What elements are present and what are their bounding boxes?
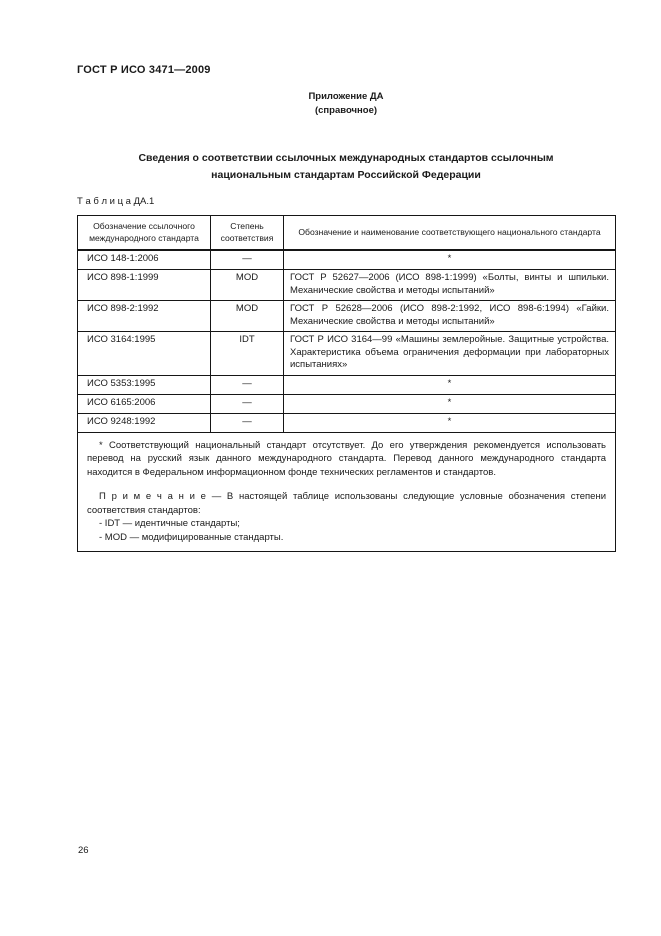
table-footnote-row [78, 432, 616, 552]
cell-degree: — [211, 413, 284, 432]
page-content [77, 0, 615, 552]
cell-intl-standard: ИСО 9248:1992 [78, 413, 211, 432]
cell-national-standard: ГОСТ Р 52627—2006 (ИСО 898-1:1999) «Болты, винты и шпильки. Механические свойства и методы испытаний» [284, 270, 616, 301]
table-row [78, 250, 616, 270]
table-row [78, 301, 616, 332]
cell-degree: — [211, 375, 284, 394]
cell-national-standard: ГОСТ Р ИСО 3164—99 «Машины землеройные. Защитные устройства. Характеристика объема ограничения деформации при лабораторных испытаниях» [284, 332, 616, 376]
appendix-title: Приложение ДА [308, 91, 384, 102]
cell-intl-standard: ИСО 5353:1995 [78, 375, 211, 394]
cell-national-standard: * [284, 250, 616, 270]
col-header-national-standard: Обозначение и наименование соответствующего национального стандарта [284, 216, 616, 251]
cell-intl-standard: ИСО 898-1:1999 [78, 270, 211, 301]
cell-degree: MOD [211, 301, 284, 332]
appendix-subtitle: (справочное) [314, 105, 378, 116]
cell-national-standard: * [284, 375, 616, 394]
col-header-intl-standard: Обозначение ссылочного международного стандарта [78, 216, 211, 251]
table-row [78, 270, 616, 301]
cell-degree: IDT [211, 332, 284, 376]
cell-national-standard: * [284, 394, 616, 413]
cell-national-standard: ГОСТ Р 52628—2006 (ИСО 898-2:1992, ИСО 898-6:1994) «Гайки. Механические свойства и методы испытаний» [284, 301, 616, 332]
note-item-idt: - IDT — идентичные стандарты; [99, 518, 240, 529]
note-text: П р и м е ч а н и е — В настоящей таблице использованы следующие условные обозначения степени соответствия стандартов: [87, 491, 606, 516]
table-row [78, 413, 616, 432]
cell-national-standard: * [284, 413, 616, 432]
section-title-line1: Сведения о соответствии ссылочных международных стандартов ссылочным [138, 152, 554, 164]
cell-intl-standard: ИСО 6165:2006 [78, 394, 211, 413]
page-number: 26 [78, 845, 89, 856]
cell-degree: — [211, 394, 284, 413]
cell-degree: — [211, 250, 284, 270]
section-title [77, 150, 615, 183]
cell-intl-standard: ИСО 898-2:1992 [78, 301, 211, 332]
standards-correspondence-table [77, 215, 616, 552]
appendix-heading [77, 90, 615, 118]
table-label: Т а б л и ц а ДА.1 [77, 196, 155, 207]
cell-intl-standard: ИСО 148-1:2006 [78, 250, 211, 270]
col-header-degree: Степень соответствия [211, 216, 284, 251]
cell-degree: MOD [211, 270, 284, 301]
footnote-text: * Соответствующий национальный стандарт отсутствует. До его утверждения рекомендуется использовать перевод на русский язык данного международного стандарта. Перевод данного международного стандарта находится в Федеральном информационном фонде технических регламентов и стандартов. [87, 439, 606, 478]
table-row [78, 375, 616, 394]
note-item-mod: - MOD — модифицированные стандарты. [99, 531, 284, 543]
table-header-row [78, 216, 616, 251]
doc-number: ГОСТ Р ИСО 3471—2009 [77, 64, 211, 76]
section-title-line2: национальным стандартам Российской Федерации [211, 168, 481, 181]
table-footnote-cell [78, 432, 616, 552]
table-row [78, 394, 616, 413]
table-row [78, 332, 616, 376]
cell-intl-standard: ИСО 3164:1995 [78, 332, 211, 376]
